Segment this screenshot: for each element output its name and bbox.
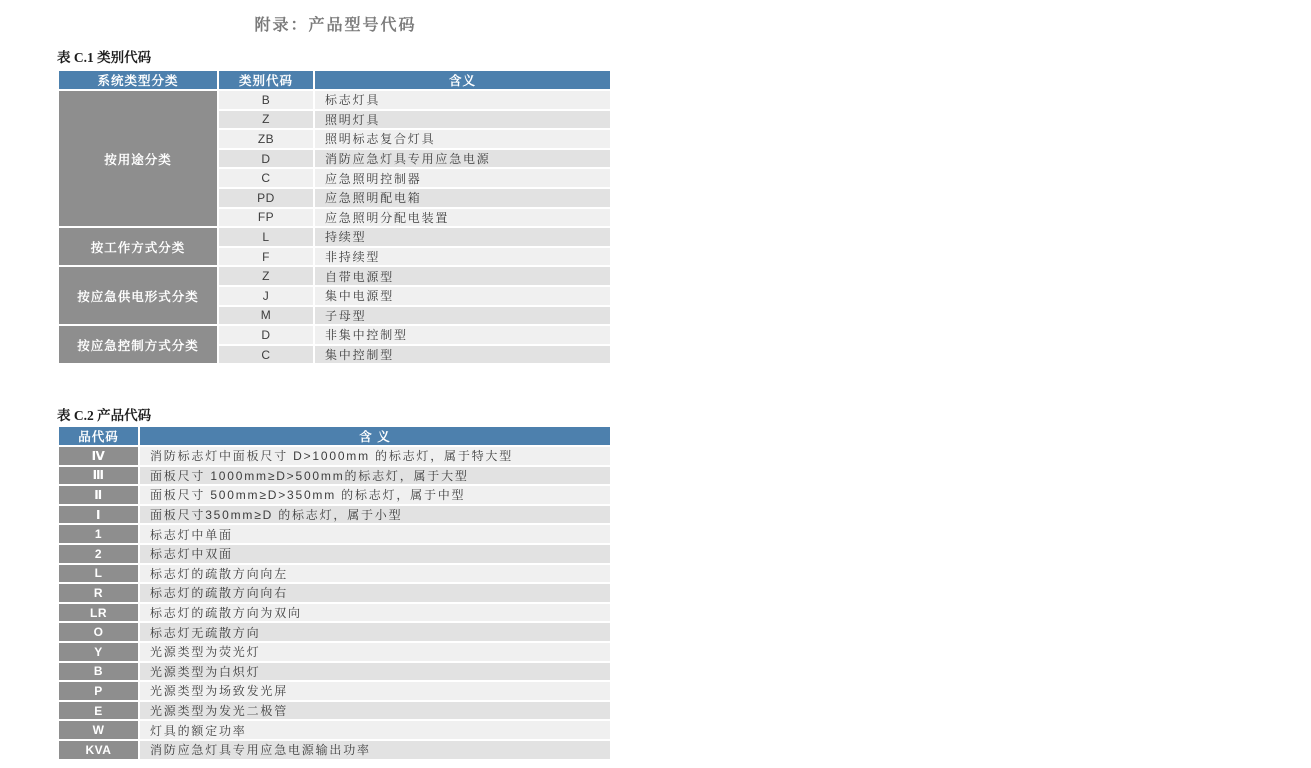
table-c1-caption: 表 C.1 类别代码: [57, 50, 152, 65]
table-c2-body: [59, 447, 610, 759]
meaning-cell: 面板尺寸 1000mm≥D>500mm的标志灯，属于大型: [140, 467, 610, 485]
table-c2-header: [59, 427, 610, 445]
column-header: 品代码: [59, 427, 138, 445]
code-cell: B: [219, 91, 313, 109]
meaning-cell: 非集中控制型: [315, 326, 610, 344]
table-row: [59, 267, 610, 285]
table-row: [59, 623, 610, 641]
table-c1: [57, 69, 612, 365]
code-cell: Z: [219, 267, 313, 285]
code-cell: D: [219, 150, 313, 168]
meaning-cell: 标志灯无疏散方向: [140, 623, 610, 641]
meaning-cell: 照明灯具: [315, 111, 610, 129]
table-row: [59, 663, 610, 681]
meaning-cell: 标志灯中双面: [140, 545, 610, 563]
code-cell: Ⅰ: [59, 506, 138, 524]
code-cell: Ⅲ: [59, 467, 138, 485]
meaning-cell: 应急照明控制器: [315, 169, 610, 187]
table-row: [59, 565, 610, 583]
code-cell: Ⅱ: [59, 486, 138, 504]
code-cell: O: [59, 623, 138, 641]
table-row: [59, 506, 610, 524]
column-header: 含 义: [140, 427, 610, 445]
meaning-cell: 非持续型: [315, 248, 610, 266]
document-content: [57, 0, 614, 768]
code-cell: W: [59, 721, 138, 739]
table-row: [59, 643, 610, 661]
meaning-cell: 标志灯中单面: [140, 525, 610, 543]
code-cell: PD: [219, 189, 313, 207]
group-label-cell: 按应急供电形式分类: [59, 267, 217, 324]
code-cell: L: [59, 565, 138, 583]
group-label-cell: 按工作方式分类: [59, 228, 217, 265]
meaning-cell: 应急照明分配电装置: [315, 209, 610, 227]
table-row: [59, 326, 610, 344]
meaning-cell: 标志灯具: [315, 91, 610, 109]
table-c1-header-row: [59, 71, 610, 89]
group-label-cell: 按应急控制方式分类: [59, 326, 217, 363]
code-cell: D: [219, 326, 313, 344]
table-row: [59, 91, 610, 109]
table-row: [59, 721, 610, 739]
code-cell: M: [219, 307, 313, 325]
code-cell: ZB: [219, 130, 313, 148]
code-cell: C: [219, 169, 313, 187]
code-cell: E: [59, 702, 138, 720]
table-row: [59, 447, 610, 465]
meaning-cell: 自带电源型: [315, 267, 610, 285]
table-row: [59, 584, 610, 602]
meaning-cell: 消防应急灯具专用应急电源输出功率: [140, 741, 610, 759]
meaning-cell: 照明标志复合灯具: [315, 130, 610, 148]
table-c2-header-row: [59, 427, 610, 445]
meaning-cell: 持续型: [315, 228, 610, 246]
table-row: [59, 741, 610, 759]
code-cell: J: [219, 287, 313, 305]
code-cell: C: [219, 346, 313, 364]
table-row: [59, 682, 610, 700]
column-header: 系统类型分类: [59, 71, 217, 89]
meaning-cell: 子母型: [315, 307, 610, 325]
meaning-cell: 光源类型为白炽灯: [140, 663, 610, 681]
column-header: 类别代码: [219, 71, 313, 89]
code-cell: Y: [59, 643, 138, 661]
code-cell: B: [59, 663, 138, 681]
column-header: 含义: [315, 71, 610, 89]
page-title: 附录：产品型号代码: [254, 17, 417, 34]
meaning-cell: 灯具的额定功率: [140, 721, 610, 739]
code-cell: 1: [59, 525, 138, 543]
meaning-cell: 消防标志灯中面板尺寸 D>1000mm 的标志灯，属于特大型: [140, 447, 610, 465]
meaning-cell: 标志灯的疏散方向为双向: [140, 604, 610, 622]
table-row: [59, 486, 610, 504]
meaning-cell: 集中电源型: [315, 287, 610, 305]
meaning-cell: 光源类型为荧光灯: [140, 643, 610, 661]
table-c1-header: [59, 71, 610, 89]
meaning-cell: 面板尺寸350mm≥D 的标志灯，属于小型: [140, 506, 610, 524]
code-cell: Ⅳ: [59, 447, 138, 465]
table-row: [59, 228, 610, 246]
code-cell: FP: [219, 209, 313, 227]
meaning-cell: 光源类型为场致发光屏: [140, 682, 610, 700]
table-c1-body: [59, 91, 610, 363]
meaning-cell: 消防应急灯具专用应急电源: [315, 150, 610, 168]
meaning-cell: 光源类型为发光二极管: [140, 702, 610, 720]
group-label-cell: 按用途分类: [59, 91, 217, 226]
code-cell: L: [219, 228, 313, 246]
meaning-cell: 应急照明配电箱: [315, 189, 610, 207]
meaning-cell: 标志灯的疏散方向向左: [140, 565, 610, 583]
table-c2: [57, 425, 612, 761]
meaning-cell: 面板尺寸 500mm≥D>350mm 的标志灯，属于中型: [140, 486, 610, 504]
table-row: [59, 604, 610, 622]
code-cell: LR: [59, 604, 138, 622]
code-cell: R: [59, 584, 138, 602]
table-row: [59, 525, 610, 543]
table-c2-caption: 表 C.2 产品代码: [57, 408, 152, 423]
code-cell: 2: [59, 545, 138, 563]
meaning-cell: 集中控制型: [315, 346, 610, 364]
table-row: [59, 702, 610, 720]
code-cell: F: [219, 248, 313, 266]
table-row: [59, 545, 610, 563]
meaning-cell: 标志灯的疏散方向向右: [140, 584, 610, 602]
code-cell: P: [59, 682, 138, 700]
code-cell: Z: [219, 111, 313, 129]
table-row: [59, 467, 610, 485]
code-cell: KVA: [59, 741, 138, 759]
